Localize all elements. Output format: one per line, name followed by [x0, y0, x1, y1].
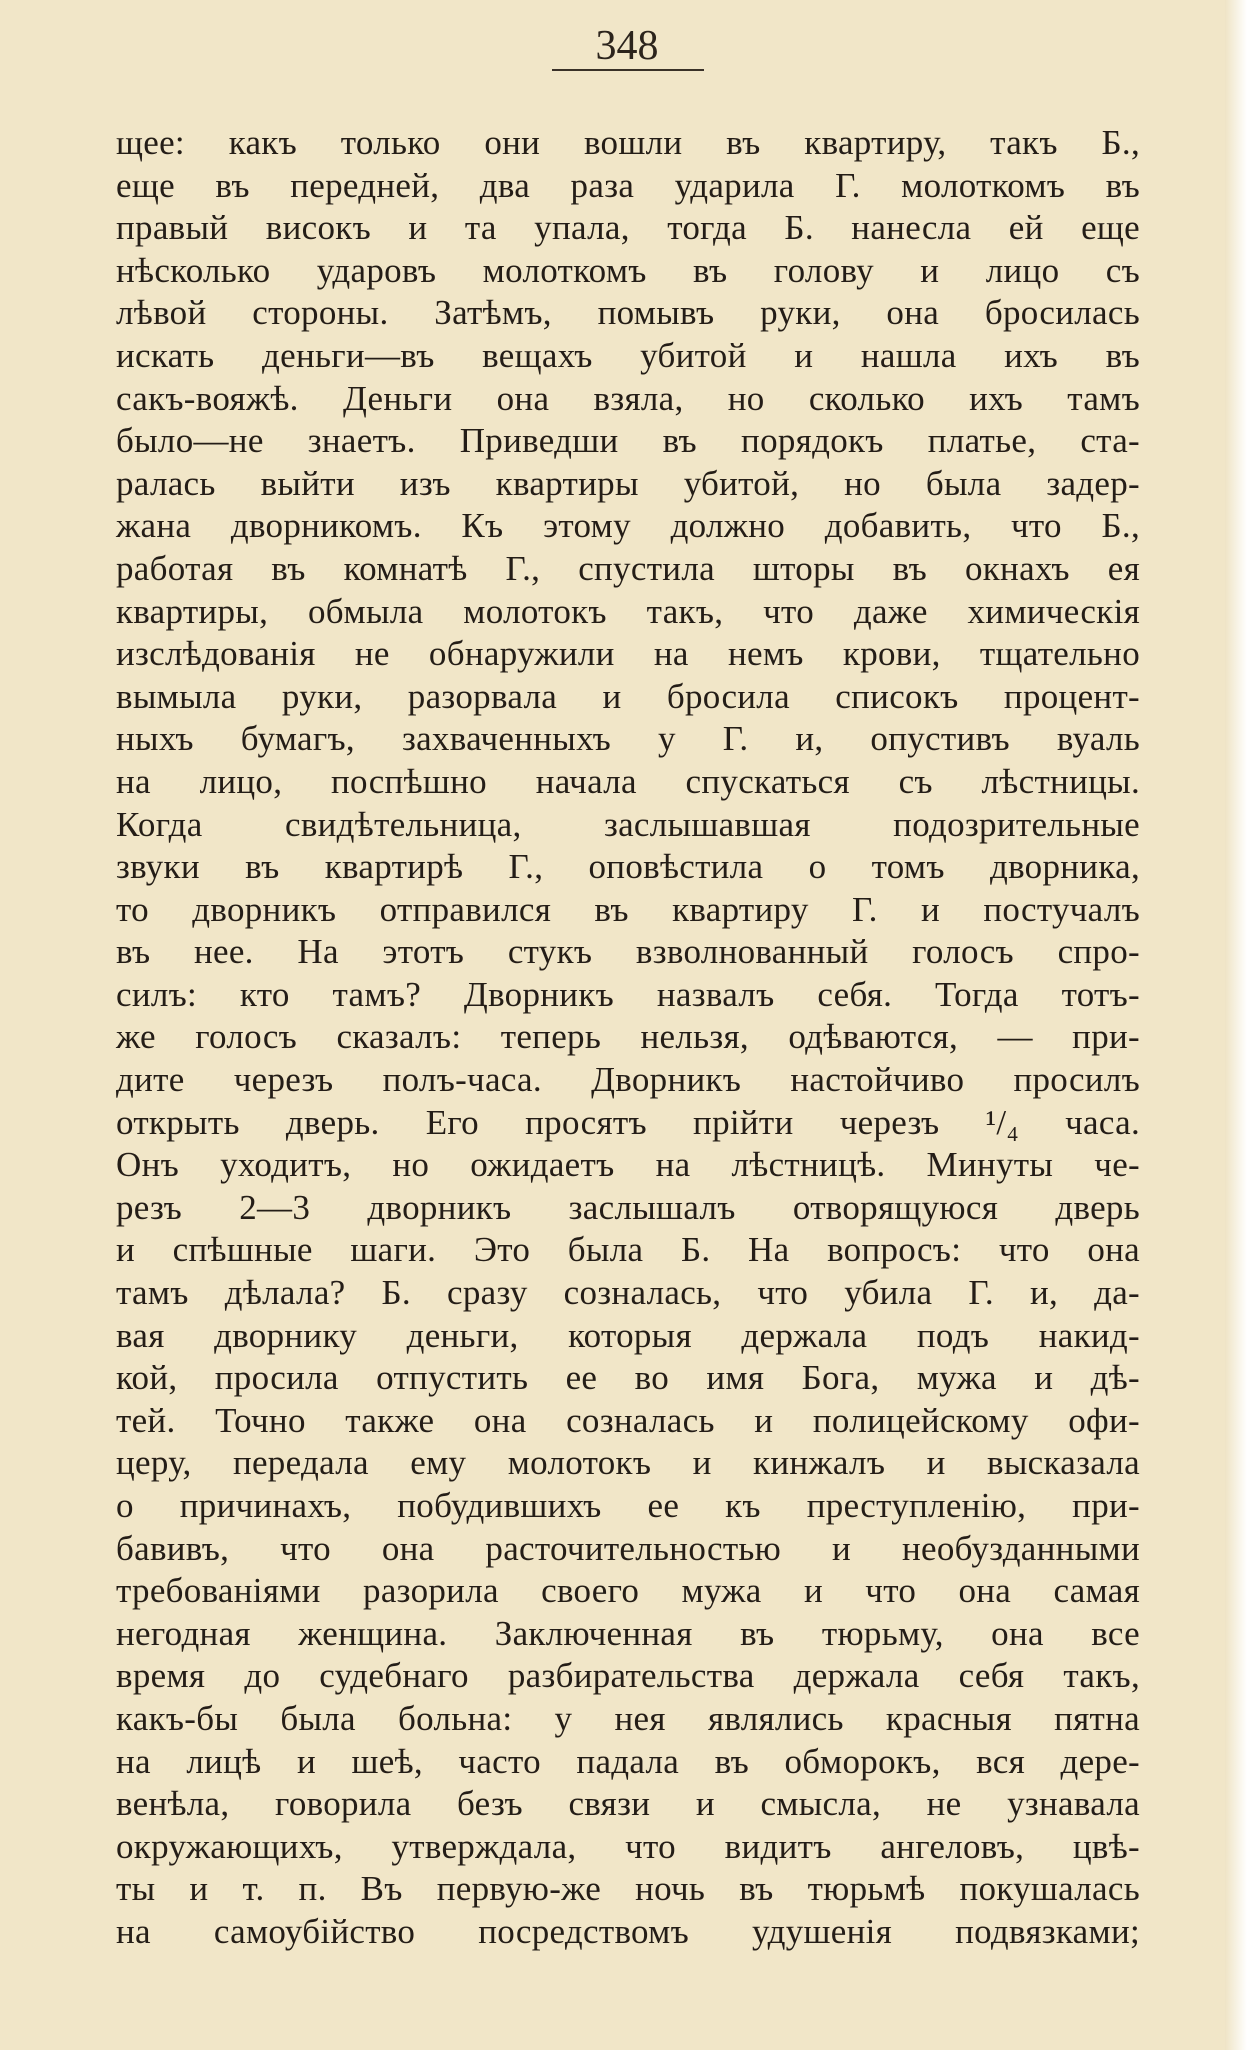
text-line: ты и т. п. Въ первую-же ночь въ тюрьмѣ покушалась [116, 1869, 1140, 1909]
text-line: жана дворникомъ. Къ этому должно добавить, что Б., [116, 506, 1140, 546]
text-line: лѣвой стороны. Затѣмъ, помывъ руки, она бросилась [116, 293, 1140, 333]
text-line: бавивъ, что она расточительностью и необузданными [116, 1528, 1140, 1568]
text-line: какъ-бы была больна: у нея являлись красныя пятна [116, 1698, 1140, 1738]
text-line: дите черезъ полъ-часа. Дворникъ настойчиво просилъ [116, 1060, 1140, 1100]
text-line: сакъ-вояжѣ. Деньги она взяла, но сколько ихъ тамъ [116, 378, 1140, 418]
text-line: тей. Точно также она созналась и полицейскому офи- [116, 1400, 1140, 1440]
text-line: открыть дверь. Его просятъ прійти черезъ ¹/₄ часа. [116, 1102, 1140, 1142]
text-line: еще въ передней, два раза ударила Г. молоткомъ въ [116, 165, 1140, 205]
page-edge [1225, 0, 1247, 2050]
text-line: правый високъ и та упала, тогда Б. нанесла ей еще [116, 208, 1140, 248]
text-line: квартиры, обмыла молотокъ такъ, что даже химическія [116, 591, 1140, 631]
text-line: окружающихъ, утверждала, что видитъ ангеловъ, цвѣ- [116, 1826, 1140, 1866]
text-line: кой, просила отпустить ее во имя Бога, мужа и дѣ- [116, 1358, 1140, 1398]
text-line: силъ: кто тамъ? Дворникъ назвалъ себя. Тогда тотъ- [116, 974, 1140, 1014]
text-line: же голосъ сказалъ: теперь нельзя, одѣваются, — при- [116, 1017, 1140, 1057]
text-line: звуки въ квартирѣ Г., оповѣстила о томъ дворника, [116, 847, 1140, 887]
text-line: церу, передала ему молотокъ и кинжалъ и высказала [116, 1443, 1140, 1483]
text-line: тамъ дѣлала? Б. сразу созналась, что убила Г. и, да- [116, 1273, 1140, 1313]
text-line: щее: какъ только они вошли въ квартиру, такъ Б., [116, 123, 1140, 162]
text-line: ралась выйти изъ квартиры убитой, но была задер- [116, 463, 1140, 503]
text-line: нѣсколько ударовъ молоткомъ въ голову и лицо съ [116, 250, 1140, 290]
text-line: на лицѣ и шеѣ, часто падала въ обморокъ, вся дере- [116, 1741, 1140, 1781]
text-line: то дворникъ отправился въ квартиру Г. и постучалъ [116, 889, 1140, 929]
text-line: ныхъ бумагъ, захваченныхъ у Г. и, опустивъ вуаль [116, 719, 1140, 759]
text-line: и спѣшные шаги. Это была Б. На вопросъ: что она [116, 1230, 1140, 1270]
text-line: негодная женщина. Заключенная въ тюрьму, она все [116, 1613, 1140, 1653]
text-line: требованіями разорила своего мужа и что она самая [116, 1571, 1140, 1611]
text-body [116, 122, 1140, 1954]
text-line: на лицо, поспѣшно начала спускаться съ лѣстницы. [116, 761, 1140, 801]
text-line: венѣла, говорила безъ связи и смысла, не узнавала [116, 1784, 1140, 1824]
text-line: искать деньги—въ вещахъ убитой и нашла ихъ въ [116, 335, 1140, 375]
text-line: Онъ уходитъ, но ожидаетъ на лѣстницѣ. Минуты че- [116, 1145, 1140, 1185]
page-number-rule [552, 69, 704, 71]
page-number: 348 [595, 23, 659, 69]
text-line: въ нее. На этотъ стукъ взволнованный голосъ спро- [116, 932, 1140, 972]
text-line: время до судебнаго разбирательства держала себя такъ, [116, 1656, 1140, 1696]
text-line: было—не знаетъ. Приведши въ порядокъ платье, ста- [116, 421, 1140, 461]
text-line: на самоубійство посредствомъ удушенія подвязками; [116, 1911, 1140, 1951]
text-line: Когда свидѣтельница, заслышавшая подозрительные [116, 804, 1140, 844]
text-line: резъ 2—3 дворникъ заслышалъ отворящуюся дверь [116, 1187, 1140, 1227]
text-line: о причинахъ, побудившихъ ее къ преступленію, при- [116, 1486, 1140, 1525]
text-line: работая въ комнатѣ Г., спустила шторы въ окнахъ ея [116, 548, 1140, 588]
text-line: изслѣдованія не обнаружили на немъ крови, тщательно [116, 634, 1140, 674]
text-line: вымыла руки, разорвала и бросила списокъ процент- [116, 676, 1140, 716]
text-line: вая дворнику деньги, которыя держала подъ накид- [116, 1315, 1140, 1355]
